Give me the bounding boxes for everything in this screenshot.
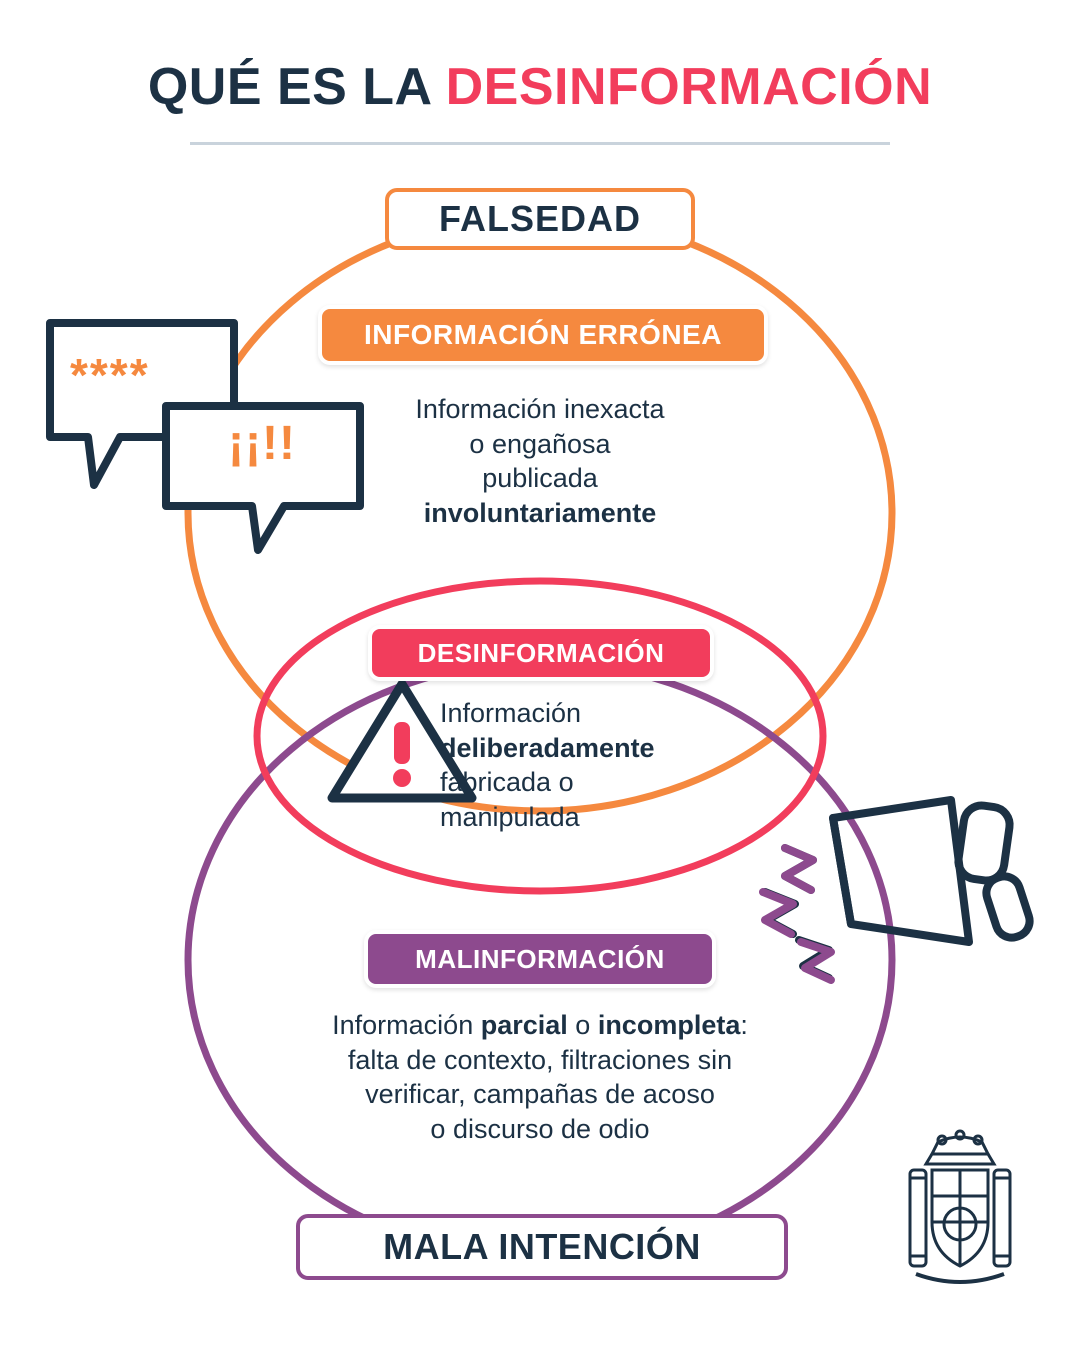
label-malinformacion bbox=[364, 930, 716, 988]
page-title bbox=[0, 60, 1080, 115]
description-line: verificar, campañas de acoso bbox=[365, 1079, 715, 1110]
description-line: publicada bbox=[482, 463, 598, 494]
description-line: o discurso de odio bbox=[430, 1113, 650, 1144]
description-rich-prefix: Información bbox=[332, 1010, 481, 1040]
label-informacion-erronea-text: INFORMACIÓN ERRÓNEA bbox=[364, 319, 722, 350]
description-line: o engañosa bbox=[469, 428, 611, 459]
description-line-bold: deliberadamente bbox=[440, 732, 655, 763]
spain-coat-of-arms-icon bbox=[880, 1128, 1040, 1298]
page-title-first: QUÉ ES LA bbox=[147, 58, 446, 116]
title-divider bbox=[190, 142, 890, 145]
description-line: Información bbox=[440, 698, 582, 728]
label-malinformacion-text: MALINFORMACIÓN bbox=[415, 943, 665, 974]
description-informacion-erronea bbox=[340, 392, 740, 530]
label-informacion-erronea bbox=[318, 305, 768, 365]
description-rich-bold-2: incompleta bbox=[597, 1010, 741, 1040]
description-line: manipulada bbox=[440, 801, 580, 832]
label-mala-intencion-text: MALA INTENCIÓN bbox=[383, 1226, 701, 1267]
description-line-rich bbox=[230, 1008, 850, 1043]
description-rich-bold-1: parcial bbox=[480, 1010, 568, 1040]
description-line: fabricada o bbox=[440, 767, 574, 798]
description-line: falta de contexto, filtraciones sin bbox=[347, 1044, 733, 1075]
megaphone-icon bbox=[755, 790, 1055, 990]
description-malinformacion bbox=[230, 1008, 850, 1146]
speech-bubble-2-text: ¡¡!! bbox=[228, 417, 296, 470]
page-title-accent: DESINFORMACIÓN bbox=[445, 58, 933, 116]
label-desinformacion bbox=[368, 625, 714, 681]
description-rich-mid: o bbox=[567, 1010, 598, 1040]
label-mala-intencion bbox=[296, 1214, 788, 1280]
description-line: Información inexacta bbox=[415, 394, 665, 424]
label-falsedad bbox=[385, 188, 695, 250]
description-desinformacion bbox=[440, 696, 780, 834]
speech-bubble-1-text: **** bbox=[70, 349, 150, 401]
label-falsedad-text: FALSEDAD bbox=[438, 198, 641, 239]
description-line-bold: involuntariamente bbox=[423, 497, 657, 528]
description-rich-suffix: : bbox=[740, 1010, 748, 1040]
label-desinformacion-text: DESINFORMACIÓN bbox=[417, 637, 665, 668]
